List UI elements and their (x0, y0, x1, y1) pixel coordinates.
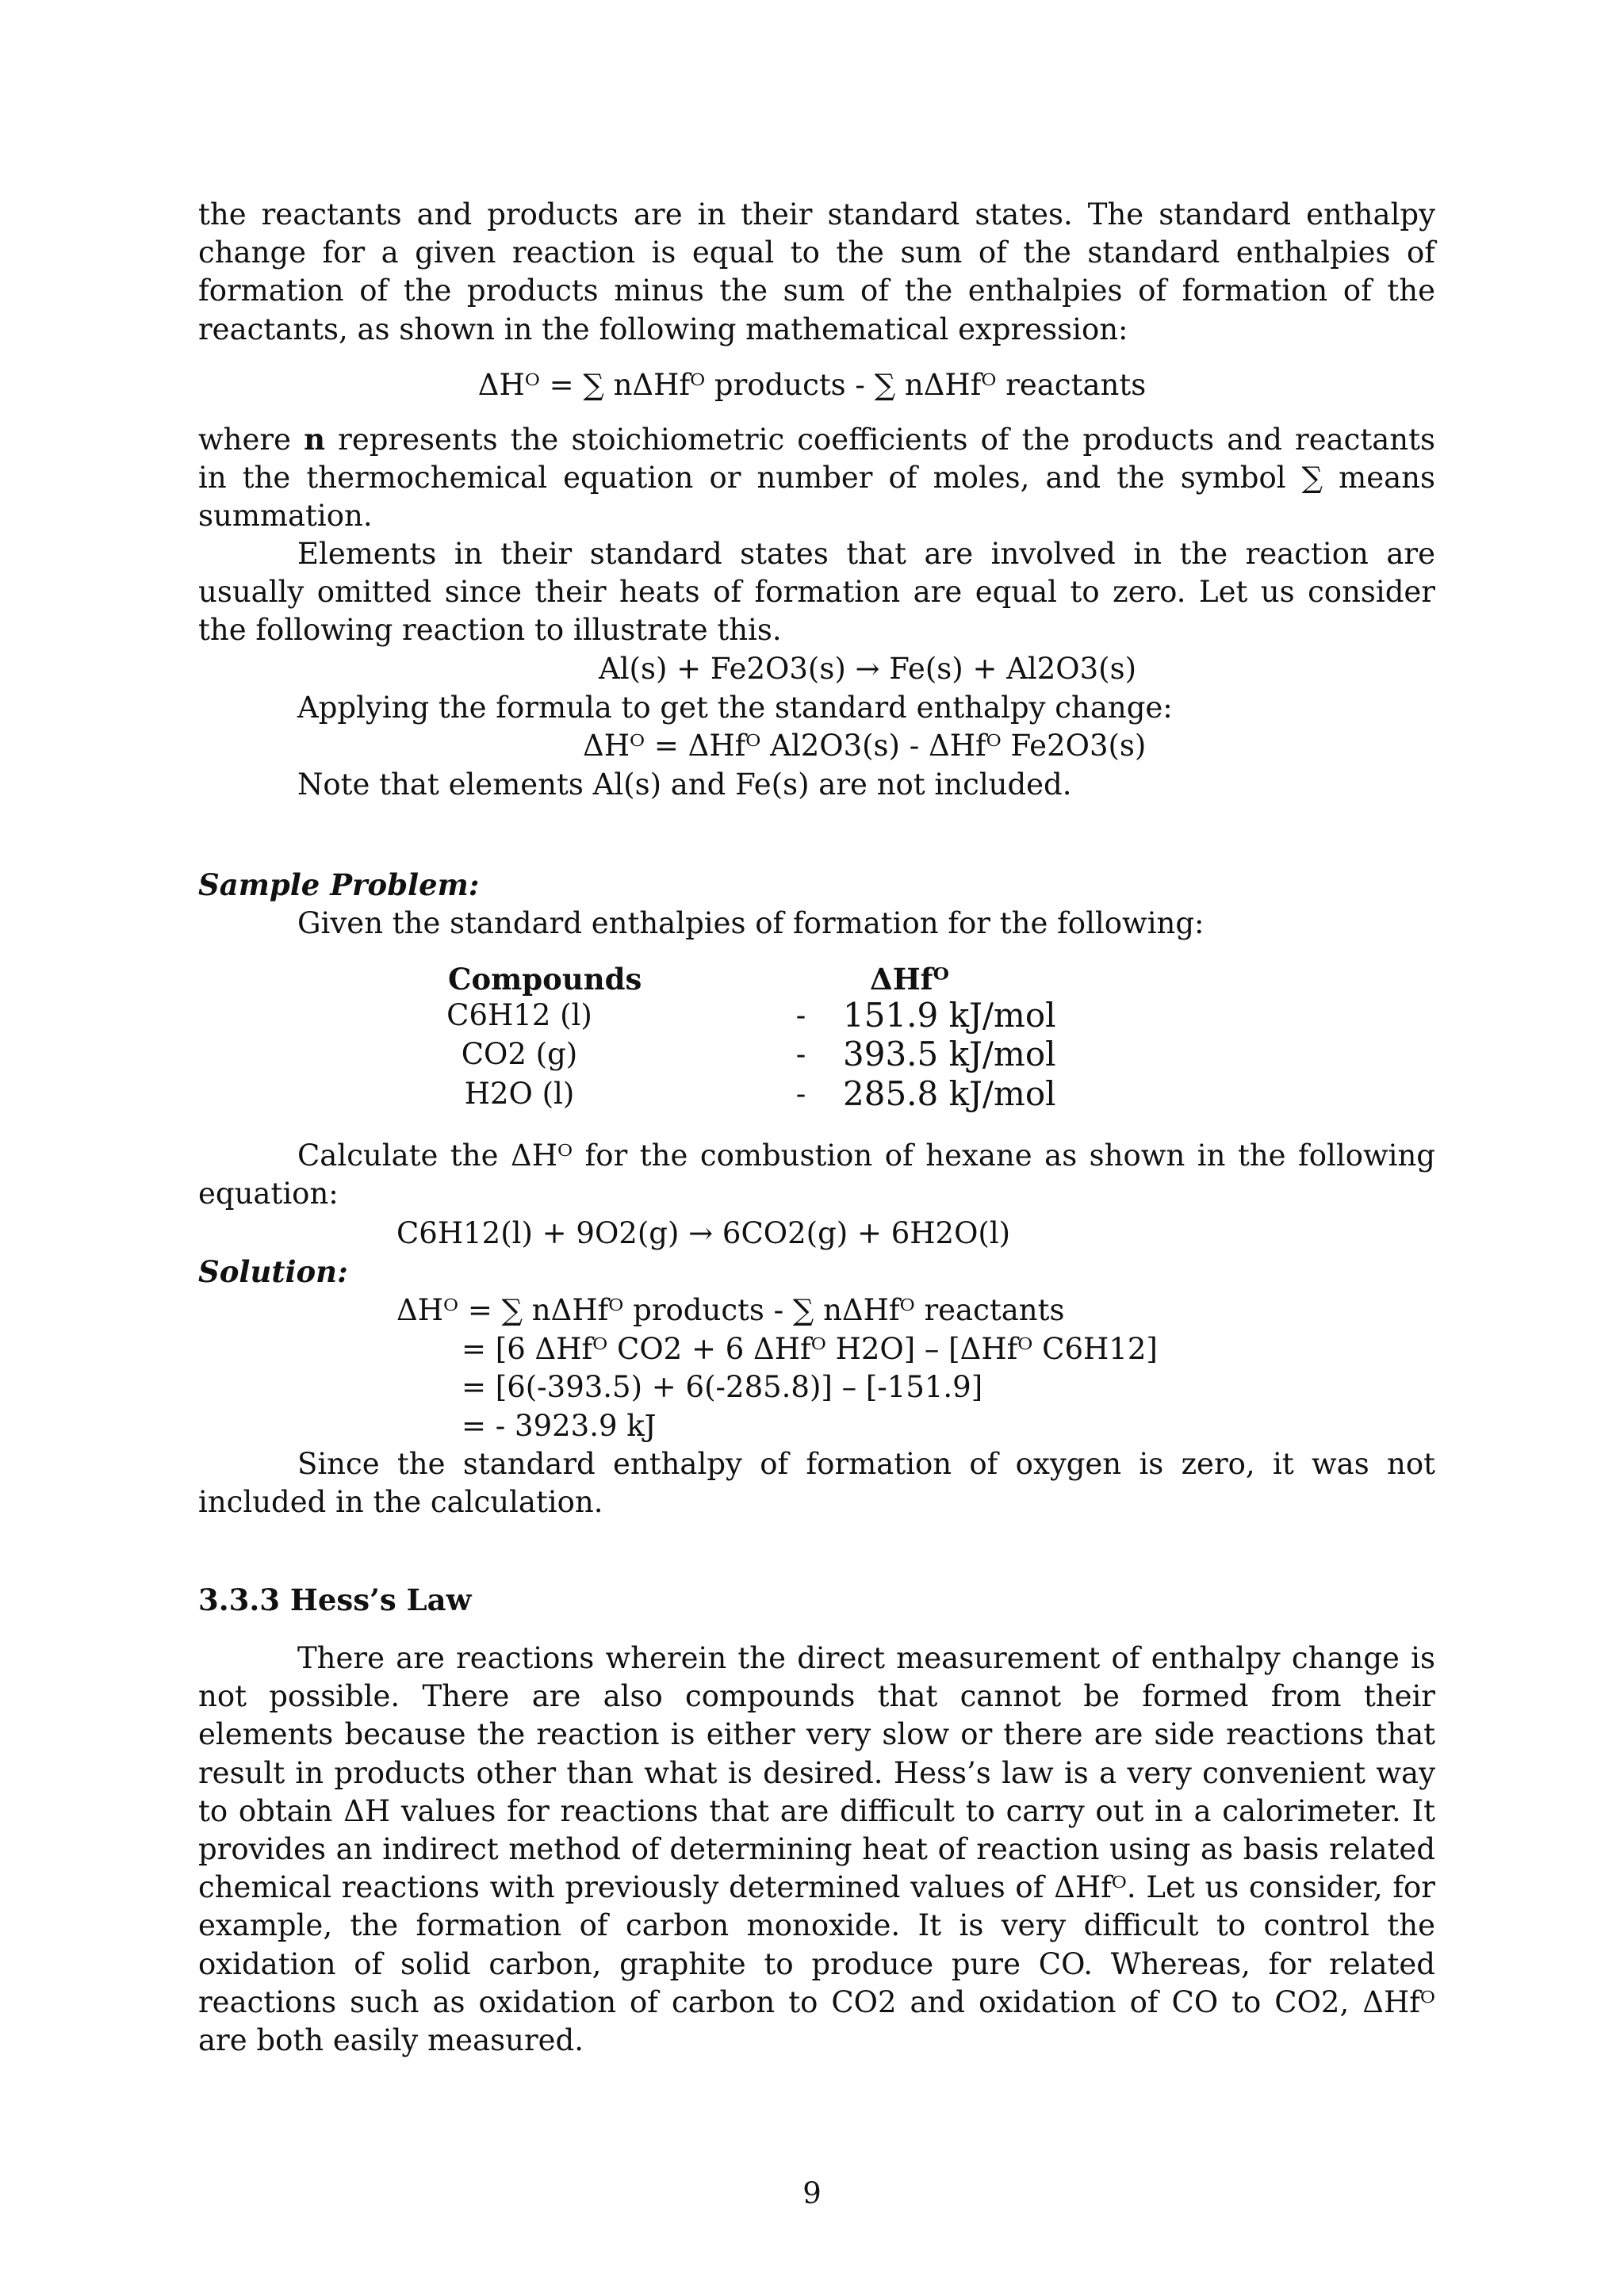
sign-cell: - (795, 1077, 806, 1111)
combustion-equation: C6H12(l) + 9O2(g) → 6CO2(g) + 6H2O(l) (396, 1216, 1011, 1250)
sign-cell: - (795, 998, 806, 1032)
calculate-paragraph: Calculate the ΔHᴼ for the combustion of hexane as shown in the following equation: (198, 1138, 1435, 1211)
compound-cell: H2O (l) (464, 1077, 575, 1111)
solution-line: = - 3923.9 kJ (462, 1409, 657, 1443)
solution-heading: Solution: (198, 1254, 348, 1289)
compound-cell: CO2 (g) (461, 1037, 578, 1071)
sign-cell: - (795, 1037, 806, 1071)
hess-paragraph: There are reactions wherein the direct measurement of enthalpy change is not possible. There are also compounds that cannot be formed from their elements because the reaction is either very slow or there are side reactions that result in products other than what is desired. Hess’s law is a very convenient way to obtain ΔH values for reactions that are difficult to carry out in a calorimeter. It provides an indirect method of determining heat of reaction using as basis related chemical reactions with previously determined values of ΔHfᴼ. Let us consider, for example, the formation of carbon monoxide. It is very difficult to control the oxidation of solid carbon, graphite to produce pure CO. Whereas, for related reactions such as oxidation of carbon to CO2 and oxidation of CO to CO2, ΔHfᴼ are both easily measured. (198, 1641, 1435, 2058)
page-number: 9 (802, 2176, 822, 2210)
given-text: Given the standard enthalpies of formation for the following: (297, 906, 1205, 940)
applying-text: Applying the formula to get the standard enthalpy change: (297, 691, 1173, 725)
note-text: Note that elements Al(s) and Fe(s) are not included. (297, 767, 1072, 802)
main-equation: ΔHᴼ = ∑ nΔHfᴼ products - ∑ nΔHfᴼ reactants (477, 368, 1147, 402)
col-header-compounds: Compounds (448, 962, 642, 997)
elements-paragraph: Elements in their standard states that are involved in the reaction are usually omitted since their heats of formation are equal to zero. Let us consider the following reaction to illustrate this. (198, 537, 1435, 648)
value-cell: 151.9 kJ/mol (843, 996, 1056, 1035)
value-cell: 393.5 kJ/mol (843, 1035, 1056, 1073)
intro-paragraph: the reactants and products are in their standard states. The standard enthalpy change for a given reaction is equal to the sum of the standard enthalpies of formation of the products minus the sum of the enthalpies of formation of the reactants, as shown in the following mathematical expression: (198, 197, 1435, 346)
conclusion-paragraph: Since the standard enthalpy of formation of oxygen is zero, it was not included in the calculation. (198, 1447, 1435, 1520)
sample-problem-heading: Sample Problem: (198, 867, 480, 902)
col-header-dhf: ΔHfᴼ (870, 962, 949, 997)
where-paragraph: where n represents the stoichiometric coefficients of the products and reactants in the thermochemical equation or number of moles, and the symbol ∑ means summation. (198, 422, 1435, 534)
value-cell: 285.8 kJ/mol (843, 1074, 1056, 1113)
reaction-equation: Al(s) + Fe2O3(s) → Fe(s) + Al2O3(s) (599, 652, 1137, 686)
solution-line: ΔHᴼ = ∑ nΔHfᴼ products - ∑ nΔHfᴼ reactants (396, 1293, 1065, 1327)
section-heading: 3.3.3 Hess’s Law (198, 1582, 472, 1617)
solution-line: = [6(-393.5) + 6(-285.8)] – [-151.9] (462, 1370, 983, 1404)
compound-cell: C6H12 (l) (446, 998, 592, 1032)
applied-equation: ΔHᴼ = ΔHfᴼ Al2O3(s) - ΔHfᴼ Fe2O3(s) (583, 729, 1147, 763)
solution-line: = [6 ΔHfᴼ CO2 + 6 ΔHfᴼ H2O] – [ΔHfᴼ C6H12] (462, 1332, 1158, 1366)
n-symbol: n (304, 422, 326, 457)
